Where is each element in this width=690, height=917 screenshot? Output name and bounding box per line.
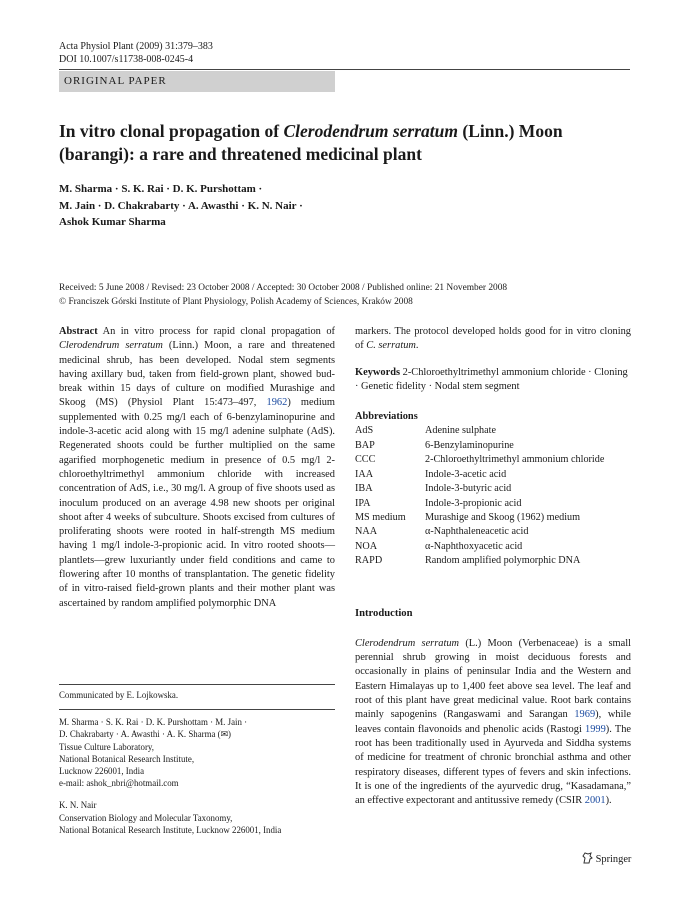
article-title: [59, 120, 619, 166]
header-rule: [59, 69, 630, 70]
citation-link[interactable]: 1962: [266, 397, 288, 409]
abbr-key: CCC: [355, 454, 376, 466]
abbr-value: α-Naphthoxyacetic acid: [425, 540, 523, 552]
abbr-key: AdS: [355, 425, 374, 437]
authors-line: M. Jain · D. Chakrabarty · A. Awasthi · K. N. Nair ·: [59, 199, 303, 212]
abbr-value: 6-Benzylaminopurine: [425, 439, 514, 451]
publisher-logo: [582, 852, 631, 867]
abstract-text: ) medium supplemented with 0.25 mg/l each of 6-benzylaminopurine and indole-3-acetic acid along with 15 mg/l adenine sulphate (AdS). Regenerated shoots could be further multiplied on the same agarified morphogenetic medium in presence of 0.5 mg/l 2-chloroethyltrimethyl ammonium chloride with increased concentration of AdS, i.e., 30 mg/l. A group of five shoots used as inoculum produced on an average 4.98 new shoots per original shoot after 4 weeks of subculture. Shoots excised from cultures of proliferating shoots were rooted in half-strength MS medium having 1 mg/l indole-3-propionic acid. In vitro rooted shoots—plantlets—grew luxuriantly under field conditions and came to flowering after 10 months of transplantation. The genetic fidelity of in vitro-raised field-grown plants and their mother plant was ascertained by random amplified polymorphic DNA: [59, 397, 335, 609]
abstract-text: An in vitro process for rapid clonal propagation of: [97, 326, 335, 337]
abbr-key: IPA: [355, 497, 371, 509]
right-column: [355, 325, 631, 808]
citation-link[interactable]: 1999: [585, 723, 606, 735]
affil-line: Conservation Biology and Molecular Taxonomy,: [59, 812, 233, 823]
citation-link[interactable]: 1969: [574, 709, 596, 721]
intro-text: ), while leaves contain flavonoids and phenolic acids (Rastogi: [355, 709, 631, 735]
abstract-text: .: [415, 340, 419, 352]
authors-line: M. Sharma · S. K. Rai · D. K. Purshottam ·: [59, 183, 263, 195]
abbreviations-title: Abbreviations: [355, 411, 418, 423]
journal-citation: Acta Physiol Plant (2009) 31:379–383: [59, 41, 213, 52]
authors-line: Ashok Kumar Sharma: [59, 216, 166, 228]
abbr-value: Indole-3-acetic acid: [425, 468, 507, 480]
abbr-key: IBA: [355, 483, 373, 495]
abstract-label: Abstract: [59, 326, 98, 337]
citation-link[interactable]: 2001: [584, 795, 606, 807]
abbr-value: 2-Chloroethyltrimethyl ammonium chloride: [425, 454, 605, 466]
footnote-divider: [59, 709, 335, 710]
abstract-species: Clerodendrum serratum: [59, 340, 163, 352]
doi[interactable]: DOI 10.1007/s11738-008-0245-4: [59, 54, 194, 65]
abbr-row: [355, 468, 604, 482]
keywords-label: Keywords: [355, 366, 401, 378]
abbr-key: IAA: [355, 468, 374, 480]
journal-header: [59, 40, 213, 66]
affiliation-2: [59, 799, 335, 836]
affil-line: M. Sharma · S. K. Rai · D. K. Purshottam · M. Jain ·: [59, 717, 248, 728]
abbr-row: [355, 439, 604, 453]
email-link[interactable]: e-mail: ashok_nbri@hotmail.com: [59, 778, 179, 789]
affil-line: K. N. Nair: [59, 800, 97, 811]
abbr-key: NAA: [355, 526, 378, 538]
affiliation-1: [59, 716, 335, 789]
abbr-key: BAP: [355, 439, 375, 451]
affil-line: D. Chakrabarty · A. Awasthi · A. K. Sharma (✉): [59, 729, 232, 740]
author-list: [59, 181, 359, 231]
title-part2: (Linn.) Moon (barangi): a rare and threatened medicinal plant: [59, 121, 563, 164]
abstract-text: markers. The protocol developed holds good for in vitro cloning of: [355, 326, 631, 352]
abbr-row: [355, 482, 604, 496]
abbr-key: MS medium: [355, 511, 406, 523]
abstract-text: (Linn.) Moon, a rare and threatened medicinal shrub, has been developed. Nodal stem segments having axillary bud, taken from field-grown plant, showed bud-break within 15 days of culture on modified Murashige and Skoog (MS) (Physiol Plant 15:473–497,: [59, 340, 335, 409]
abbr-row: [355, 453, 604, 467]
abbr-value: Random amplified polymorphic DNA: [425, 555, 581, 567]
footnotes: [59, 689, 335, 836]
article-type-banner: ORIGINAL PAPER: [59, 71, 335, 92]
abbr-row: [355, 540, 604, 554]
abbr-value: Murashige and Skoog (1962) medium: [425, 511, 581, 523]
abbr-value: Indole-3-propionic acid: [425, 497, 522, 509]
keywords-text: 2-Chloroethyltrimethyl ammonium chloride · Cloning · Genetic fidelity · Nodal stem segment: [355, 366, 628, 392]
publication-history: [59, 282, 634, 309]
abbr-row: [355, 497, 604, 511]
abbreviations-table: [355, 424, 604, 568]
introduction-heading: Introduction: [355, 607, 413, 619]
abbr-value: Adenine sulphate: [425, 425, 497, 437]
communicated-by: Communicated by E. Lojkowska.: [59, 690, 179, 700]
title-species: Clerodendrum serratum: [283, 121, 459, 141]
intro-text: ). The root has been traditionally used in Ayurveda and Siddha systems of medicine for treatment of chronic bronchial asthma and other respiratory diseases, different types of fevers and skin infections. It is one of the ingredients of the ayurvedic drug, “Kasadamana,” an effective expectorant and antitussive remedy (CSIR: [355, 723, 632, 807]
intro-species: Clerodendrum serratum: [355, 637, 460, 649]
abbreviations-section: [355, 410, 631, 568]
abbr-row: [355, 424, 604, 438]
abstract-block: [59, 325, 335, 611]
keywords-paragraph: [355, 366, 631, 395]
intro-text: (L.) Moon (Verbenaceae) is a small perennial shrub growing in moist deciduous forests and occasionally in plains of peninsular India and the Western and Eastern Himalayas up to 1,400 feet above sea level. The leaf and root of this plant have great medicinal value. Root bark contains mainly sapogenins (Rangaswami and Sarangan: [355, 637, 631, 721]
abbr-key: NOA: [355, 540, 378, 552]
abstract-species: C. serratum: [366, 340, 416, 352]
affil-line: National Botanical Research Institute,: [59, 753, 195, 764]
title-part1: In vitro clonal propagation of: [59, 121, 284, 141]
abbr-value: α-Naphthaleneacetic acid: [425, 526, 529, 538]
abbr-row: [355, 554, 604, 568]
abbr-value: Indole-3-butyric acid: [425, 483, 512, 495]
copyright-line: © Franciszek Górski Institute of Plant Physiology, Polish Academy of Sciences, Kraków 2008: [59, 296, 413, 307]
abstract-paragraph: [59, 325, 335, 611]
introduction-paragraph: [355, 637, 631, 809]
footnote-rule: [59, 684, 335, 685]
received-dates: Received: 5 June 2008 / Revised: 23 October 2008 / Accepted: 30 October 2008 / Published online: 21 November 2008: [59, 283, 508, 293]
affil-line: National Botanical Research Institute, Lucknow 226001, India: [59, 824, 282, 835]
abbr-row: [355, 511, 604, 525]
affil-line: Lucknow 226001, India: [59, 766, 145, 777]
publisher-name: Springer: [595, 854, 632, 865]
abbr-key: RAPD: [355, 555, 383, 567]
springer-horse-icon: [582, 852, 593, 867]
affil-line: Tissue Culture Laboratory,: [59, 741, 154, 752]
abstract-continuation: [355, 325, 631, 354]
intro-text: ).: [605, 795, 612, 807]
abbr-row: [355, 525, 604, 539]
